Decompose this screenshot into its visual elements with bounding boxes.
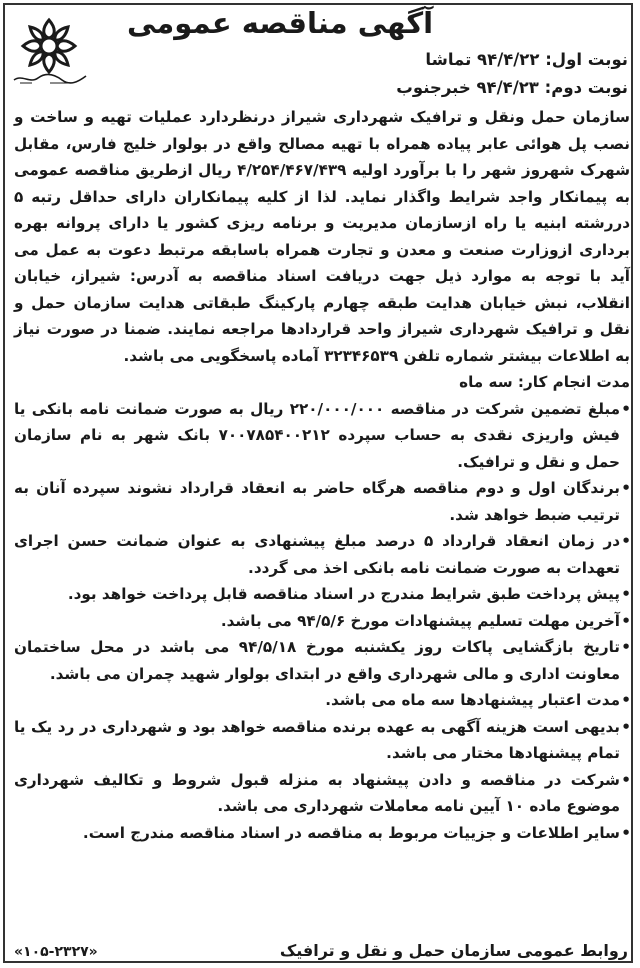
condition-item: • پیش پرداخت طبق شرایط مندرج در اسناد مناقصه قابل پرداخت خواهد بود. <box>14 581 630 608</box>
condition-item: • شرکت در مناقصه و دادن پیشنهاد به منزله قبول شروط و تکالیف شهرداری موضوع ماده ۱۰ آیین نامه معاملات شهرداری می باشد. <box>14 767 630 820</box>
notice-code: «۱۰۵-۲۳۲۷» <box>14 944 98 960</box>
work-duration: مدت انجام کار: سه ماه <box>459 373 630 391</box>
conditions-list <box>14 396 630 847</box>
condition-item: • تاریخ بازگشایی پاکات روز یکشنبه مورخ ۹۴/۵/۱۸ می باشد در محل ساختمان معاونت اداری و مالی شهرداری واقع در ابتدای بولوار شهید چمران می باشد. <box>14 634 630 687</box>
condition-item: • مدت اعتبار پیشنهادها سه ماه می باشد. <box>14 687 630 714</box>
condition-item: • سایر اطلاعات و جزییات مربوط به مناقصه در اسناد مناقصه مندرج است. <box>14 820 630 847</box>
condition-item: • برندگان اول و دوم مناقصه هرگاه حاضر به انعقاد قرارداد نشوند سپرده آنان به ترتیب ضبط خواهد شد. <box>14 475 630 528</box>
intro-paragraph: سازمان حمل ونقل و ترافیک شهرداری شیراز درنظردارد عملیات تهیه و ساخت و نصب پل هوائی عابر پیاده همراه با تهیه مصالح واقع در بولوار خلیج فارس، مقابل شهرک شهروز شهر را با برآورد اولیه ۴/۲۵۴/۴۶۷/۴۳۹ ریال ازطریق مناقصه عمومی به پیمانکار واجد شرایط واگذار نماید. لذا از کلیه پیمانکاران دارای حداقل رتبه ۵ دررشته ابنیه یا راه ازسازمان مدیریت و برنامه ریزی کشور یا دارای پروانه بهره برداری ازوزارت صنعت و معدن و تجارت همراه باسابقه مرتبط دعوت به عمل می آید با توجه به موارد ذیل جهت دریافت اسناد مناقصه به آدرس: شیراز، خیابان انقلاب، نبش خیابان هدایت طبقه چهارم پارکینگ طبقاتی هدایت سازمان حمل و نقل و ترافیک شهرداری شیراز واحد قراردادها مراجعه نمایند. ضمنا در صورت نیاز به اطلاعات بیشتر شماره تلفن ۳۲۳۴۶۵۳۹ آماده پاسخگویی می باشد. <box>14 108 631 365</box>
logo-caption-calligraphy <box>10 70 90 86</box>
condition-item: • مبلغ تضمین شرکت در مناقصه ۲۲۰/۰۰۰/۰۰۰ ریال به صورت ضمانت نامه بانکی یا فیش واریزی نقدی به حساب سپرده ۷۰۰۷۸۵۴۰۰۲۱۲ بانک شهر به نام سازمان حمل و نقل و ترافیک. <box>14 396 630 476</box>
first-issue-line: نوبت اول: ۹۴/۴/۲۲ تماشا <box>425 50 628 69</box>
signature-line: روابط عمومی سازمان حمل و نقل و ترافیک <box>279 941 628 960</box>
condition-item: • در زمان انعقاد قرارداد ۵ درصد مبلغ پیشنهادی به عنوان ضمانت حسن اجرای تعهدات به صورت ضمانت نامه بانکی اخذ می گردد. <box>14 528 630 581</box>
condition-item: • بدیهی است هزینه آگهی به عهده برنده مناقصه خواهد بود و شهرداری در رد یک یا تمام پیشنهادها مختار می باشد. <box>14 714 630 767</box>
condition-item: • آخرین مهلت تسلیم پیشنهادات مورخ ۹۴/۵/۶ می باشد. <box>14 608 630 635</box>
second-issue-line: نوبت دوم: ۹۴/۴/۲۳ خبرجنوب <box>396 78 628 97</box>
notice-body <box>14 104 630 846</box>
notice-title: آگهی مناقصه عمومی <box>126 6 434 40</box>
